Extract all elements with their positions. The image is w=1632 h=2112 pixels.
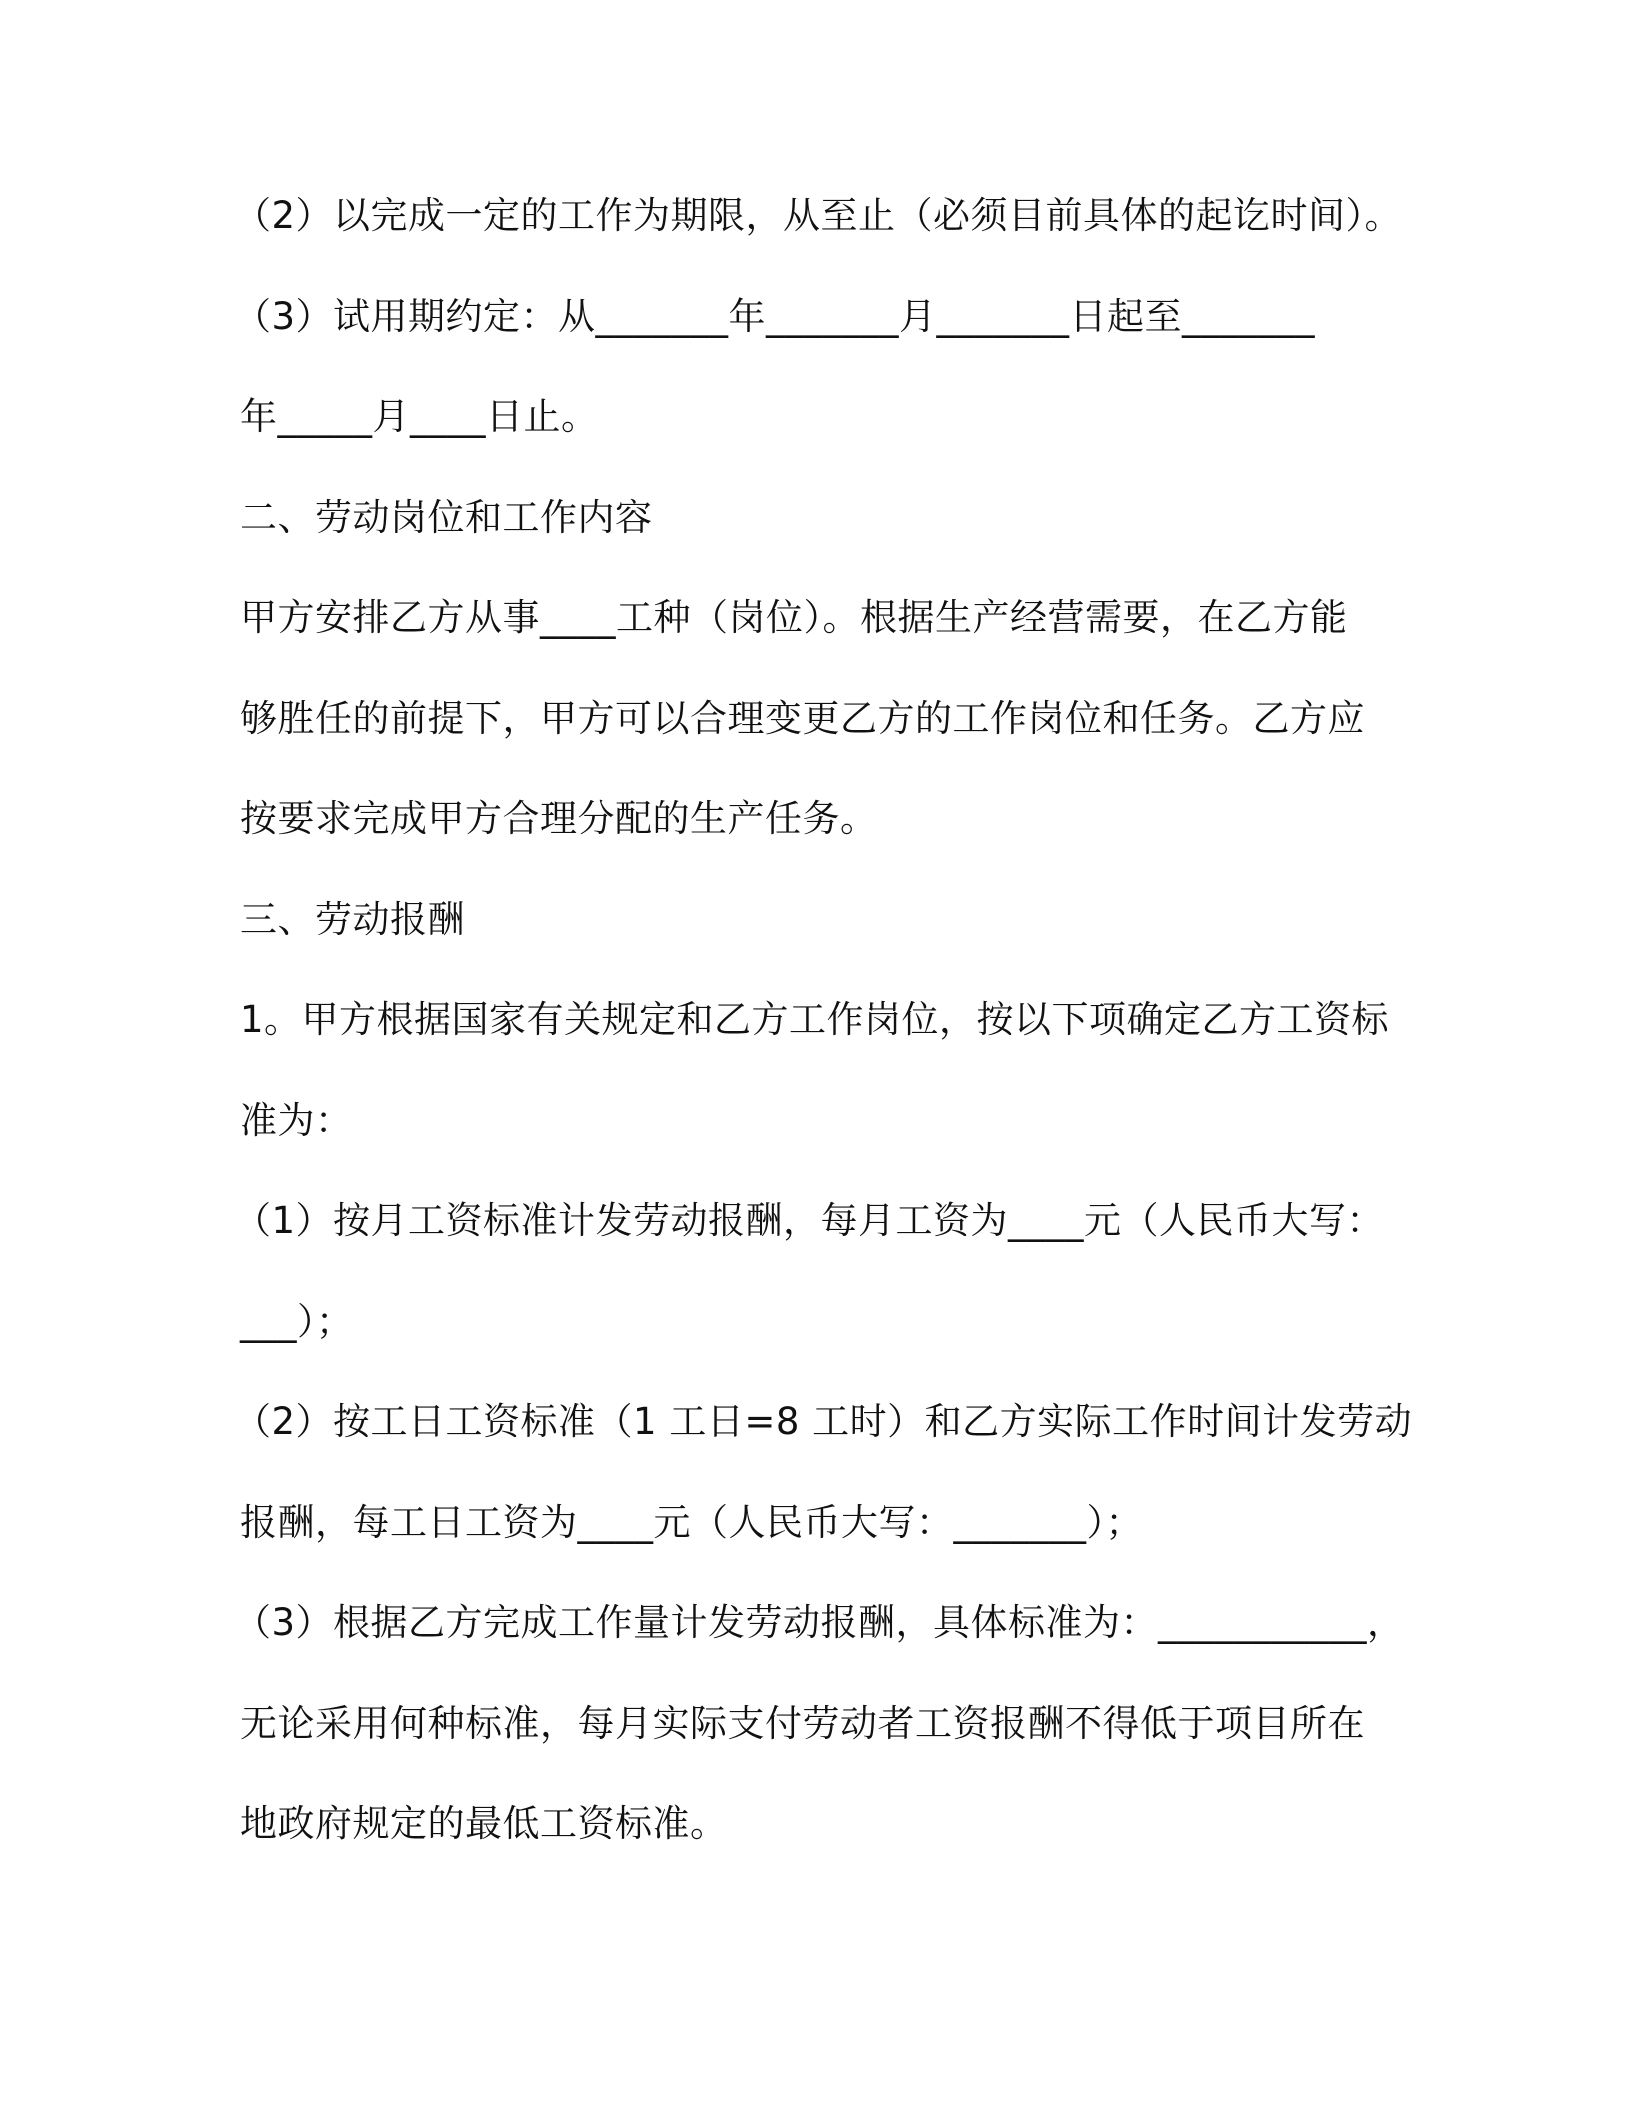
- position-paragraph-line-2: 够胜任的前提下，甲方可以合理变更乙方的工作岗位和任务。乙方应: [240, 697, 1365, 740]
- salary-item-3-line-2: 无论采用何种标准，每月实际支付劳动者工资报酬不得低于项目所在: [240, 1702, 1365, 1745]
- salary-item-2-line-2: 报酬，每工日工资为____元（人民币大写：_______）；: [240, 1501, 1143, 1544]
- position-paragraph-line-1: 甲方安排乙方从事____工种（岗位）。根据生产经营需要，在乙方能: [240, 596, 1348, 639]
- salary-item-2-line-1: （2）按工日工资标准（1 工日=8 工时）和乙方实际工作时间计发劳动: [234, 1400, 1413, 1443]
- section-heading-2: 二、劳动岗位和工作内容: [240, 496, 653, 539]
- salary-item-1-line-2: ___）；: [240, 1300, 354, 1343]
- position-paragraph-line-3: 按要求完成甲方合理分配的生产任务。: [240, 797, 878, 840]
- probation-item-3-continued: 年_____月____日止。: [240, 395, 599, 438]
- salary-clause-1-line-2: 准为：: [240, 1099, 353, 1142]
- salary-item-1-line-1: （1）按月工资标准计发劳动报酬，每月工资为____元（人民币大写：: [234, 1199, 1385, 1242]
- salary-item-3-line-1: （3）根据乙方完成工作量计发劳动报酬，具体标准为：___________，: [234, 1601, 1405, 1644]
- salary-item-3-line-3: 地政府规定的最低工资标准。: [240, 1802, 728, 1845]
- term-item-2: （2）以完成一定的工作为期限，从至止（必须目前具体的起讫时间）。: [234, 194, 1403, 237]
- probation-item-3: （3）试用期约定：从_______年_______月_______日起至_______: [234, 295, 1316, 338]
- section-heading-3: 三、劳动报酬: [240, 898, 465, 941]
- salary-clause-1-line-1: 1。甲方根据国家有关规定和乙方工作岗位，按以下项确定乙方工资标: [240, 998, 1390, 1041]
